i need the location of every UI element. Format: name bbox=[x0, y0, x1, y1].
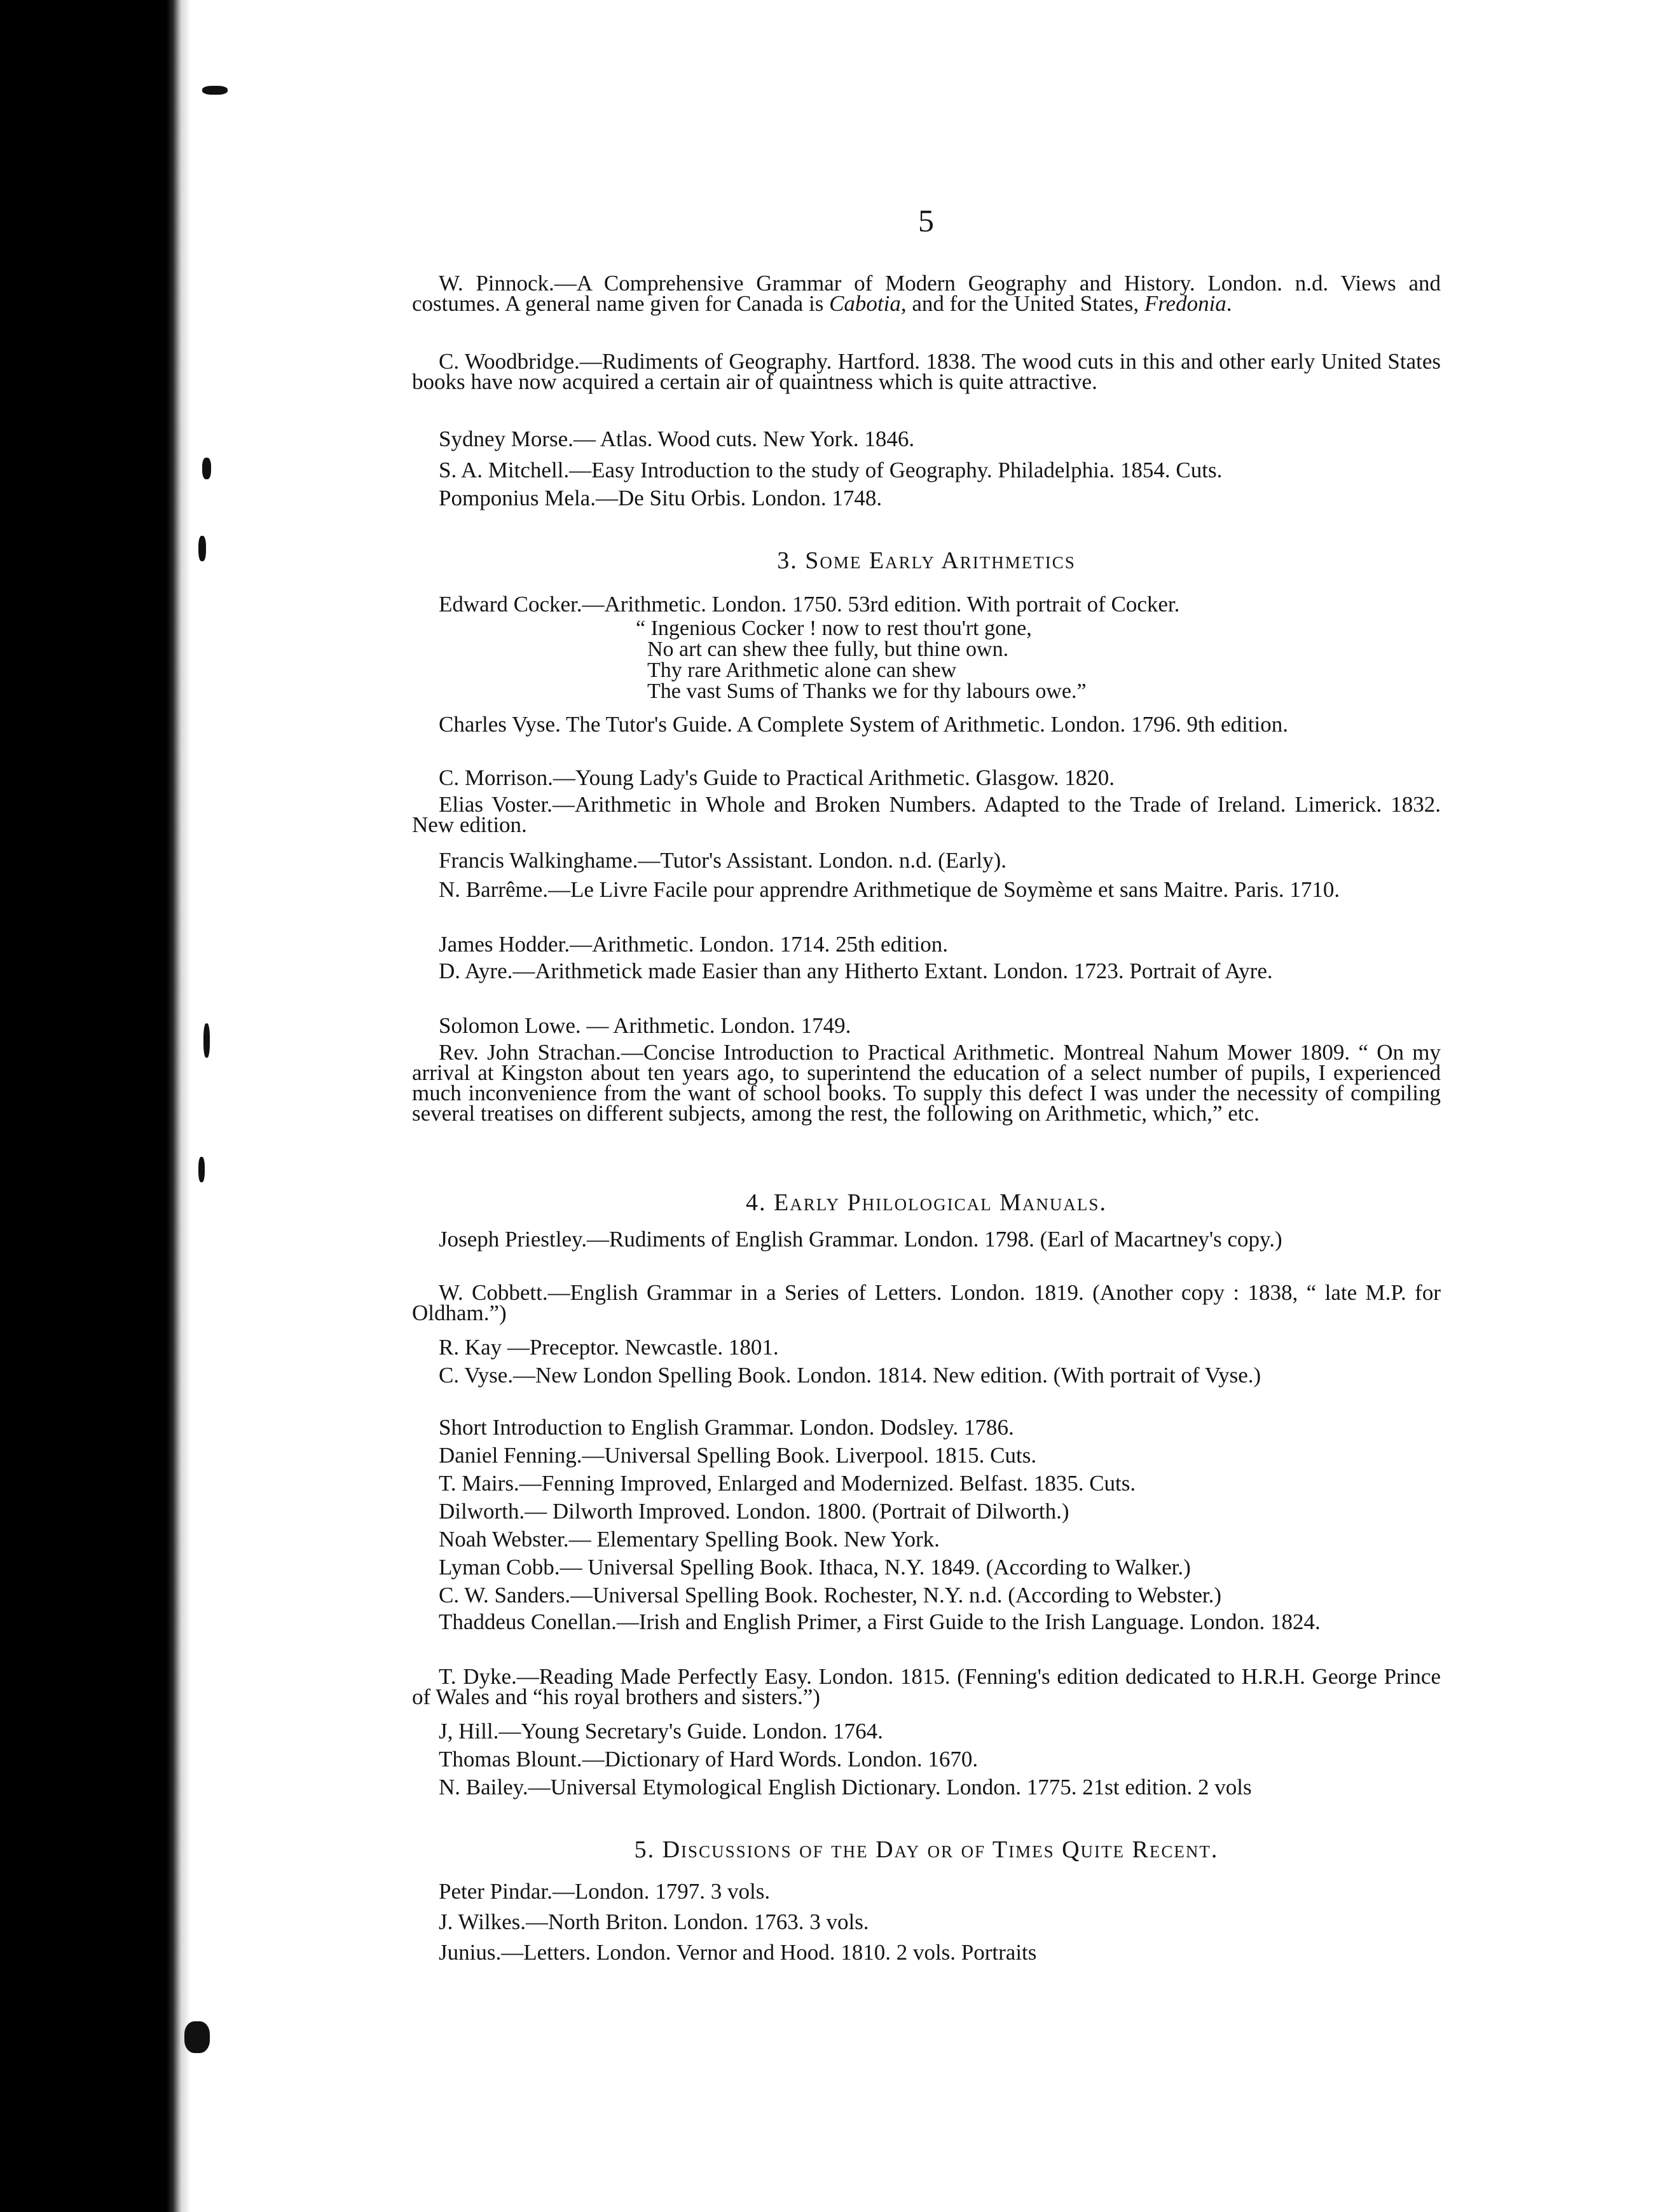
entry-text: — Dilworth Improved. London. 1800. (Portrait of Dilworth.) bbox=[525, 1499, 1069, 1524]
entry-text: —Irish and English Primer, a First Guide to the Irish Language. London. 1824. bbox=[616, 1609, 1321, 1634]
book-binding-edge bbox=[0, 0, 191, 2212]
entry-text: —Young Secretary's Guide. London. 1764. bbox=[498, 1719, 883, 1744]
entry-text: —Universal Spelling Book. Liverpool. 1815. Cuts. bbox=[582, 1443, 1037, 1468]
bib-entry bbox=[412, 1417, 1441, 1438]
scan-speck bbox=[198, 1157, 205, 1182]
bib-entry bbox=[412, 1473, 1441, 1494]
entry-author: Lyman Cobb. bbox=[439, 1555, 560, 1580]
entry-text: —English Grammar in a Series of Letters. London. 1819. (Another copy : 1838, “ late M.P. for Oldham.”) bbox=[412, 1280, 1441, 1325]
bib-entry bbox=[412, 594, 1441, 615]
bib-entry bbox=[412, 1337, 1441, 1358]
section-heading-philological: 4. Early Philological Manuals. bbox=[746, 1189, 1107, 1216]
page-number: 5 bbox=[918, 203, 934, 238]
entry-text: The Tutor's Guide. A Complete System of Arithmetic. London. 1796. 9th edition. bbox=[560, 712, 1288, 737]
bib-entry bbox=[412, 714, 1441, 735]
bib-entry bbox=[412, 1749, 1441, 1770]
bib-entry bbox=[412, 1229, 1441, 1250]
entry-author: Edward Cocker. bbox=[439, 592, 582, 617]
bib-entry bbox=[412, 934, 1441, 955]
entry-author: Solomon Lowe. bbox=[439, 1013, 581, 1038]
bib-entry bbox=[412, 1501, 1441, 1522]
bib-entry bbox=[412, 1013, 1441, 1038]
bib-entry bbox=[412, 765, 1441, 790]
entry-author: Dilworth. bbox=[439, 1499, 525, 1524]
bib-entry bbox=[412, 961, 1441, 981]
entry-text: —Easy Introduction to the study of Geography. Philadelphia. 1854. Cuts. bbox=[569, 458, 1223, 482]
verse-line: Thy rare Arithmetic alone can shew bbox=[647, 659, 957, 682]
entry-italic: Cabotia bbox=[829, 291, 901, 316]
entry-author: J, Hill. bbox=[439, 1719, 499, 1744]
entry-author: S. A. Mitchell. bbox=[439, 458, 570, 482]
bib-entry bbox=[412, 792, 1441, 837]
entry-text: — Universal Spelling Book. Ithaca, N.Y. 1849. (According to Walker.) bbox=[560, 1555, 1191, 1580]
scan-speck bbox=[198, 536, 206, 561]
entry-author: D. Ayre. bbox=[439, 959, 513, 983]
entry-author: T. Dyke. bbox=[439, 1664, 517, 1689]
entry-author: Charles Vyse. bbox=[439, 712, 561, 737]
entry-text: —Fenning Improved, Enlarged and Modernized. Belfast. 1835. Cuts. bbox=[519, 1471, 1136, 1496]
verse-line: No art can shew thee fully, but thine own. bbox=[647, 638, 1009, 661]
cocker-verse bbox=[636, 618, 1399, 702]
bib-entry bbox=[412, 850, 1441, 871]
entry-text: —Rudiments of English Grammar. London. 1798. (Earl of Macartney's copy.) bbox=[587, 1227, 1282, 1252]
entry-author: Joseph Priestley. bbox=[439, 1227, 587, 1252]
entry-text: —New London Spelling Book. London. 1814. New edition. (With portrait of Vyse.) bbox=[513, 1363, 1261, 1388]
bib-entry bbox=[412, 1445, 1441, 1466]
entry-text: —De Situ Orbis. London. 1748. bbox=[595, 486, 883, 510]
bib-entry bbox=[412, 349, 1441, 394]
entry-text: —Arithmetic. London. 1714. 25th edition. bbox=[570, 932, 949, 957]
bib-entry bbox=[412, 460, 1441, 481]
entry-author: C. Morrison. bbox=[439, 765, 553, 790]
entry-text: —Young Lady's Guide to Practical Arithmetic. Glasgow. 1820. bbox=[553, 765, 1115, 790]
bib-entry bbox=[412, 429, 1441, 449]
bib-entry bbox=[412, 1585, 1441, 1606]
entry-author: Thomas Blount. bbox=[439, 1747, 582, 1772]
verse-line: The vast Sums of Thanks we for thy labours owe.” bbox=[647, 679, 1087, 703]
entry-text: —Universal Etymological English Dictionary. London. 1775. 21st edition. 2 vols bbox=[528, 1775, 1252, 1799]
entry-text: —Universal Spelling Book. Rochester, N.Y. n.d. (According to Webster.) bbox=[570, 1583, 1222, 1608]
entry-author: Thaddeus Conellan. bbox=[439, 1609, 617, 1634]
scan-speck bbox=[202, 458, 211, 479]
entry-author: C. Woodbridge. bbox=[439, 349, 580, 374]
entry-author: Elias Voster. bbox=[439, 792, 553, 817]
entry-author: C. W. Sanders. bbox=[439, 1583, 571, 1608]
entry-author: Junius. bbox=[439, 1940, 502, 1965]
entry-text: —Letters. London. Vernor and Hood. 1810. 2 vols. Portraits bbox=[501, 1940, 1037, 1965]
entry-text: —Arithmetic in Whole and Broken Numbers. Adapted to the Trade of Ireland. Limerick. 1832. New edition. bbox=[412, 792, 1441, 837]
entry-author: W. Cobbett. bbox=[439, 1280, 548, 1305]
entry-author: N. Barrême. bbox=[439, 877, 549, 902]
entry-text: —North Briton. London. 1763. 3 vols. bbox=[525, 1909, 869, 1934]
entry-author: T. Mairs. bbox=[439, 1471, 519, 1496]
bib-entry bbox=[412, 1280, 1441, 1325]
entry-author: Noah Webster. bbox=[439, 1527, 569, 1552]
entry-author: Pomponius Mela. bbox=[439, 486, 596, 510]
entry-author: James Hodder. bbox=[439, 932, 570, 957]
entry-text: , and for the United States, bbox=[900, 291, 1144, 316]
entry-author: Daniel Fenning. bbox=[439, 1443, 582, 1468]
bib-entry bbox=[412, 1942, 1441, 1963]
bib-entry bbox=[412, 1365, 1441, 1386]
bib-entry bbox=[412, 1042, 1441, 1124]
bib-entry bbox=[412, 1909, 1441, 1934]
entry-text: — Arithmetic. London. 1749. bbox=[580, 1013, 851, 1038]
scan-speck bbox=[184, 2021, 210, 2053]
scan-speck bbox=[203, 1023, 210, 1058]
entry-text: . bbox=[1226, 291, 1232, 316]
bib-entry bbox=[412, 1664, 1441, 1709]
entry-text: Short Introduction to English Grammar. London. Dodsley. 1786. bbox=[439, 1415, 1014, 1440]
entry-text: —London. 1797. 3 vols. bbox=[552, 1879, 771, 1904]
entry-text: —A Comprehensive Grammar of Modern Geography and History. London. n.d. Views and costumes. A general name given for Canada is bbox=[412, 271, 1441, 316]
entry-text: — Elementary Spelling Book. New York. bbox=[568, 1527, 940, 1552]
section-heading-discussions: 5. Discussions of the Day or of Times Quite Recent. bbox=[634, 1836, 1219, 1863]
bib-entry bbox=[412, 1609, 1441, 1634]
entry-text: —Tutor's Assistant. London. n.d. (Early). bbox=[638, 848, 1007, 873]
bib-entry bbox=[412, 1529, 1441, 1550]
entry-text: —Reading Made Perfectly Easy. London. 1815. (Fenning's edition dedicated to H.R.H. George Prince of Wales and “his royal brothers and sisters.”) bbox=[412, 1664, 1441, 1709]
entry-text: —Le Livre Facile pour apprendre Arithmetique de Soymème et sans Maitre. Paris. 1710. bbox=[548, 877, 1340, 902]
entry-italic: Fredonia bbox=[1144, 291, 1226, 316]
entry-author: W. Pinnock. bbox=[439, 271, 554, 296]
entry-author: C. Vyse. bbox=[439, 1363, 514, 1388]
entry-text: —Preceptor. Newcastle. 1801. bbox=[502, 1335, 779, 1360]
entry-text: —Arithmetick made Easier than any Hitherto Extant. London. 1723. Portrait of Ayre. bbox=[512, 959, 1273, 983]
entry-author: Rev. John Strachan. bbox=[439, 1040, 621, 1065]
bib-entry bbox=[412, 1881, 1441, 1902]
entry-author: R. Kay bbox=[439, 1335, 502, 1360]
entry-author: Francis Walkinghame. bbox=[439, 848, 638, 873]
entry-author: J. Wilkes. bbox=[439, 1909, 526, 1934]
entry-author: Peter Pindar. bbox=[439, 1879, 553, 1904]
entry-text: — Atlas. Wood cuts. New York. 1846. bbox=[573, 427, 915, 451]
bib-entry bbox=[412, 877, 1441, 902]
bib-entry bbox=[412, 1777, 1441, 1798]
verse-line: “ Ingenious Cocker ! now to rest thou'rt gone, bbox=[636, 617, 1032, 640]
entry-text: —Rudiments of Geography. Hartford. 1838. The wood cuts in this and other early United States books have now acquired a certain air of quaintness which is quite attractive. bbox=[412, 349, 1441, 394]
bib-entry bbox=[412, 1557, 1441, 1578]
entry-author: Sydney Morse. bbox=[439, 427, 574, 451]
entry-text: —Dictionary of Hard Words. London. 1670. bbox=[582, 1747, 979, 1772]
scan-speck bbox=[202, 86, 228, 95]
entry-text: —Concise Introduction to Practical Arithmetic. Montreal Nahum Mower 1809. “ On my arrival at Kingston about ten years ago, to superintend the education of a select number of pupils, I experienced much inconvenience from the want of school books. To supply this defect I was under the necessity of compiling several treatises on different subjects, among the rest, the following on Arithmetic, which,” etc. bbox=[412, 1040, 1441, 1126]
entry-author: N. Bailey. bbox=[439, 1775, 528, 1799]
section-heading-arithmetics: 3. Some Early Arithmetics bbox=[777, 547, 1076, 574]
bib-entry bbox=[412, 273, 1441, 314]
entry-text: —Arithmetic. London. 1750. 53rd edition. With portrait of Cocker. bbox=[582, 592, 1180, 617]
bib-entry bbox=[412, 1721, 1441, 1742]
bib-entry bbox=[412, 488, 1441, 509]
